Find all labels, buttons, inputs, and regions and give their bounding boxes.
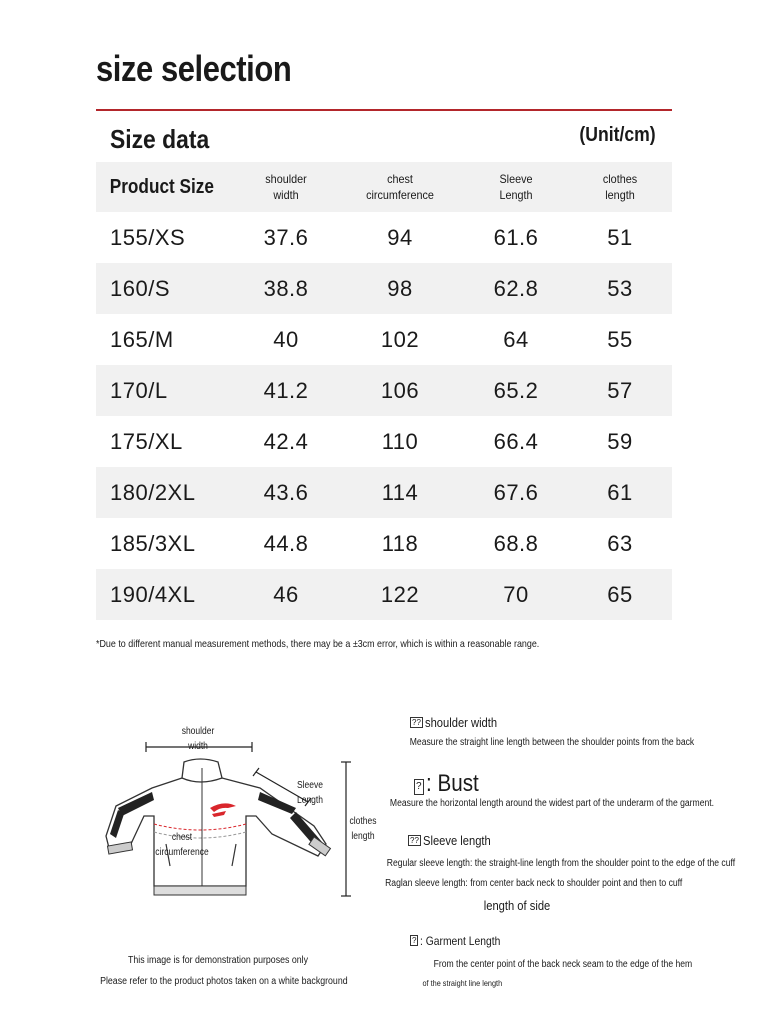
column-header: Sleeve Length <box>499 172 533 202</box>
size-cell: 155/XS <box>110 224 186 250</box>
column-header: shoulder width <box>265 172 307 202</box>
measurement-cell: 68.8 <box>493 530 539 556</box>
measurement-cell: 51 <box>607 224 633 250</box>
table-row <box>96 467 672 518</box>
sleeve-length-definition: ?? Sleeve length <box>410 833 491 848</box>
demo-caption: This image is for demonstration purposes only <box>127 955 308 966</box>
measurement-cell: 46 <box>273 581 299 607</box>
table-row <box>96 212 672 263</box>
sleeve-length-label: Sleeve Length <box>296 780 324 806</box>
measurement-cell: 118 <box>381 530 419 556</box>
measurement-cell: 64 <box>503 326 529 352</box>
measurement-cell: 37.6 <box>263 224 309 250</box>
measurement-cell: 61.6 <box>493 224 539 250</box>
size-cell: 190/4XL <box>110 581 196 607</box>
number-badge-icon: ?? <box>412 718 421 728</box>
garment-length-description: From the center point of the back neck seam to the edge of the hem <box>433 959 693 970</box>
jacket-diagram <box>96 716 386 916</box>
measurement-cell: 98 <box>387 275 413 301</box>
size-cell: 185/3XL <box>110 530 196 556</box>
table-row <box>96 263 672 314</box>
measurement-cell: 102 <box>380 326 420 352</box>
measurement-cell: 63 <box>607 530 633 556</box>
table-row <box>96 569 672 620</box>
measurement-cell: 65 <box>607 581 633 607</box>
shoulder-width-label: shoulder width <box>181 726 215 752</box>
measurement-cell: 41.2 <box>263 377 309 403</box>
length-of-side-heading: length of side <box>483 898 551 913</box>
shoulder-width-description: Measure the straight line length between the shoulder points from the back <box>409 737 695 748</box>
measurement-cell: 44.8 <box>263 530 309 556</box>
table-row <box>96 416 672 467</box>
table-row <box>96 314 672 365</box>
measurement-cell: 67.6 <box>493 479 539 505</box>
size-cell: 160/S <box>110 275 170 301</box>
table-row <box>96 365 672 416</box>
chest-circumference-label: chest circumference <box>155 832 209 858</box>
page-title: size selection <box>96 48 292 89</box>
measurement-cell: 59 <box>607 428 633 454</box>
measurement-cell: 62.8 <box>493 275 539 301</box>
column-header: clothes length <box>602 172 638 202</box>
shoulder-width-definition: ?? shoulder width <box>412 715 497 730</box>
measurement-cell: 42.4 <box>263 428 309 454</box>
size-cell: 175/XL <box>110 428 183 454</box>
measurement-cell: 55 <box>607 326 633 352</box>
measurement-note: *Due to different manual measurement methods, there may be a ±3cm error, which is within a reasonable range. <box>96 638 540 650</box>
bust-definition: ? : Bust <box>416 770 479 797</box>
measurement-cell: 53 <box>607 275 633 301</box>
measurement-cell: 106 <box>380 377 420 403</box>
measurement-cell: 65.2 <box>493 377 539 403</box>
measurement-cell: 57 <box>607 377 633 403</box>
number-badge-icon: ? <box>412 936 417 946</box>
bust-description: Measure the horizontal length around the widest part of the underarm of the garment. <box>389 798 715 809</box>
column-header: Product Size <box>109 175 214 198</box>
column-header: chest circumference <box>366 172 434 202</box>
unit-label: (Unit/cm) <box>579 124 656 146</box>
measurement-cell: 94 <box>387 224 413 250</box>
measurement-cell: 38.8 <box>263 275 309 301</box>
raglan-sleeve-description: Raglan sleeve length: from center back neck to shoulder point and then to cuff <box>385 878 683 889</box>
size-data-heading: Size data <box>110 124 210 154</box>
measurement-cell: 66.4 <box>493 428 539 454</box>
measurement-cell: 40 <box>273 326 299 352</box>
clothes-length-label: clothes length <box>349 816 377 842</box>
table-header-row <box>96 162 672 212</box>
number-badge-icon: ? <box>414 779 424 795</box>
regular-sleeve-description: Regular sleeve length: the straight-line length from the shoulder point to the edge of the cuff <box>386 858 736 869</box>
garment-length-definition: ? : Garment Length <box>412 934 501 948</box>
number-badge-icon: ?? <box>410 836 419 846</box>
size-cell: 165/M <box>110 326 174 352</box>
size-table <box>96 162 672 620</box>
photo-caption: Please refer to the product photos taken on a white background <box>100 976 348 987</box>
measurement-cell: 43.6 <box>263 479 309 505</box>
table-row <box>96 518 672 569</box>
size-cell: 180/2XL <box>110 479 196 505</box>
measurement-cell: 61 <box>607 479 633 505</box>
measurement-cell: 122 <box>380 581 420 607</box>
measurement-cell: 70 <box>503 581 529 607</box>
size-cell: 170/L <box>110 377 168 403</box>
title-divider <box>96 109 672 111</box>
garment-length-description-2: of the straight line length <box>422 978 503 988</box>
measurement-cell: 110 <box>381 428 419 454</box>
measurement-cell: 114 <box>381 479 419 505</box>
